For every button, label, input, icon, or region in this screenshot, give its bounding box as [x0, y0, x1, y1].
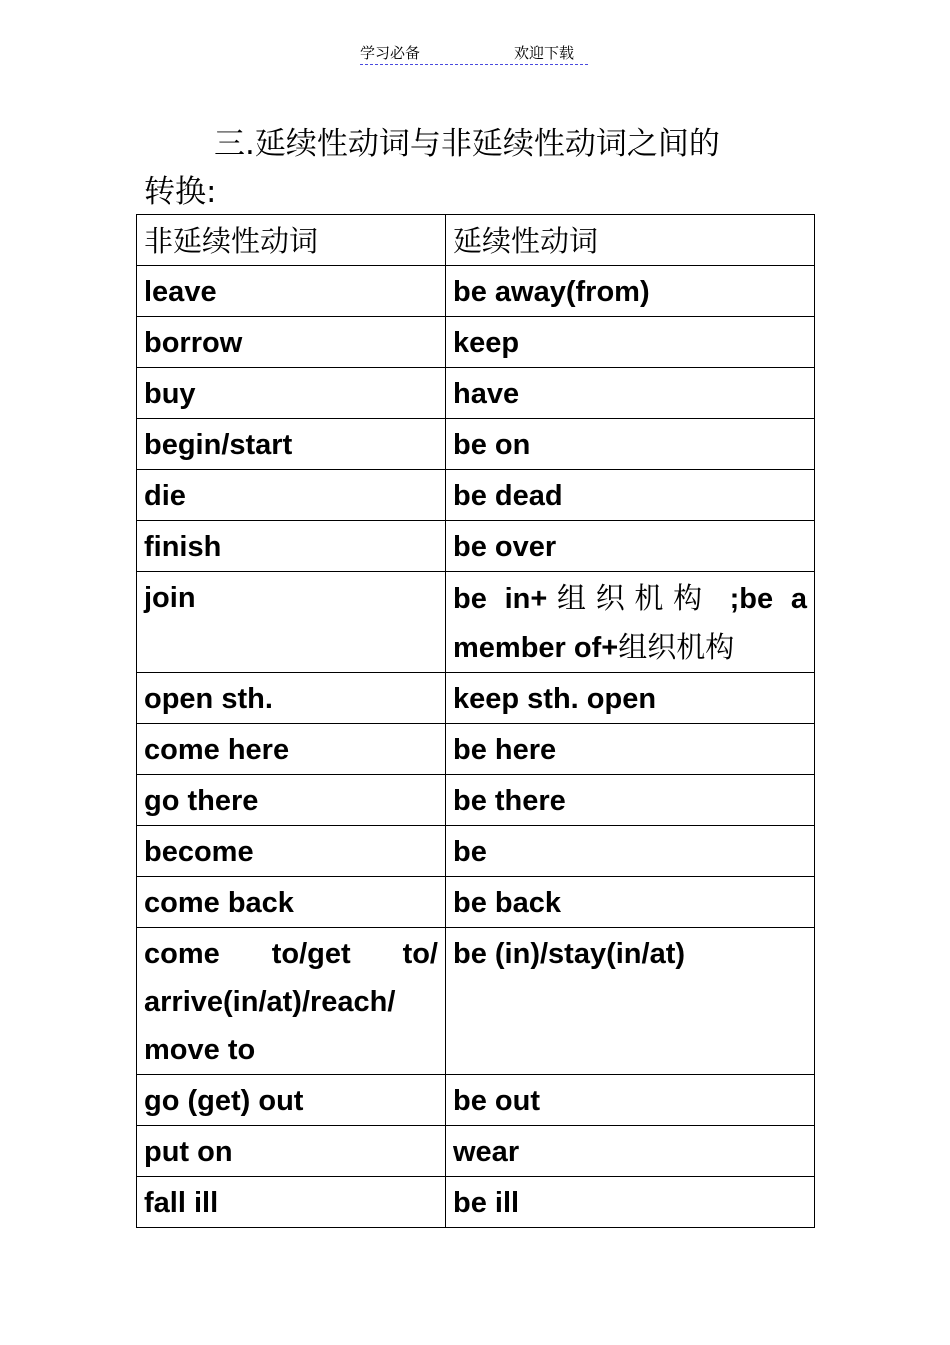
nondurative-verb: come back: [137, 877, 446, 928]
nondurative-verb: become: [137, 826, 446, 877]
header-right-text: 欢迎下载: [514, 44, 575, 62]
table-row: [137, 1177, 815, 1228]
durative-verb: be on: [446, 419, 815, 470]
table-row: [137, 1126, 815, 1177]
nondurative-verb: come here: [137, 724, 446, 775]
table-row: [137, 724, 815, 775]
durative-verb: have: [446, 368, 815, 419]
nondurative-verb: buy: [137, 368, 446, 419]
table-row: [137, 826, 815, 877]
nondurative-verb: put on: [137, 1126, 446, 1177]
durative-verb: be back: [446, 877, 815, 928]
table-row: [137, 419, 815, 470]
table-row: [137, 572, 815, 673]
durative-verb: be here: [446, 724, 815, 775]
header-nondurative: 非延续性动词: [137, 215, 446, 266]
header-left-text: 学习必备: [360, 44, 421, 62]
section-title-continued: 转换:: [144, 174, 217, 210]
nondurative-verb: open sth.: [137, 673, 446, 724]
durative-verb: keep: [446, 317, 815, 368]
table-row: [137, 521, 815, 572]
durative-verb: wear: [446, 1126, 815, 1177]
section-title: 三.延续性动词与非延续性动词之间的: [214, 126, 720, 162]
nondurative-verb: come to/get to/ arrive(in/at)/reach/ move to: [137, 928, 446, 1075]
durative-verb: be in+组织机构 ;be a member of+组织机构: [446, 572, 815, 673]
table-row: [137, 266, 815, 317]
durative-verb: be out: [446, 1075, 815, 1126]
table-row: [137, 673, 815, 724]
table-row: [137, 368, 815, 419]
durative-verb: be: [446, 826, 815, 877]
verb-conversion-table: [136, 214, 815, 1228]
nondurative-verb: fall ill: [137, 1177, 446, 1228]
durative-verb: be (in)/stay(in/at): [446, 928, 815, 1075]
table-header-row: [137, 215, 815, 266]
table-row: [137, 775, 815, 826]
table-row: [137, 1075, 815, 1126]
page-header: [360, 40, 588, 65]
table-row: [137, 928, 815, 1075]
durative-verb: be away(from): [446, 266, 815, 317]
table-row: [137, 470, 815, 521]
table-row: [137, 317, 815, 368]
durative-verb: be there: [446, 775, 815, 826]
durative-verb: be over: [446, 521, 815, 572]
durative-verb: keep sth. open: [446, 673, 815, 724]
nondurative-verb: leave: [137, 266, 446, 317]
nondurative-verb: go there: [137, 775, 446, 826]
nondurative-verb: die: [137, 470, 446, 521]
nondurative-verb: join: [137, 572, 446, 673]
header-durative: 延续性动词: [446, 215, 815, 266]
table-row: [137, 877, 815, 928]
nondurative-verb: borrow: [137, 317, 446, 368]
nondurative-verb: finish: [137, 521, 446, 572]
nondurative-verb: begin/start: [137, 419, 446, 470]
durative-verb: be ill: [446, 1177, 815, 1228]
durative-verb: be dead: [446, 470, 815, 521]
nondurative-verb: go (get) out: [137, 1075, 446, 1126]
